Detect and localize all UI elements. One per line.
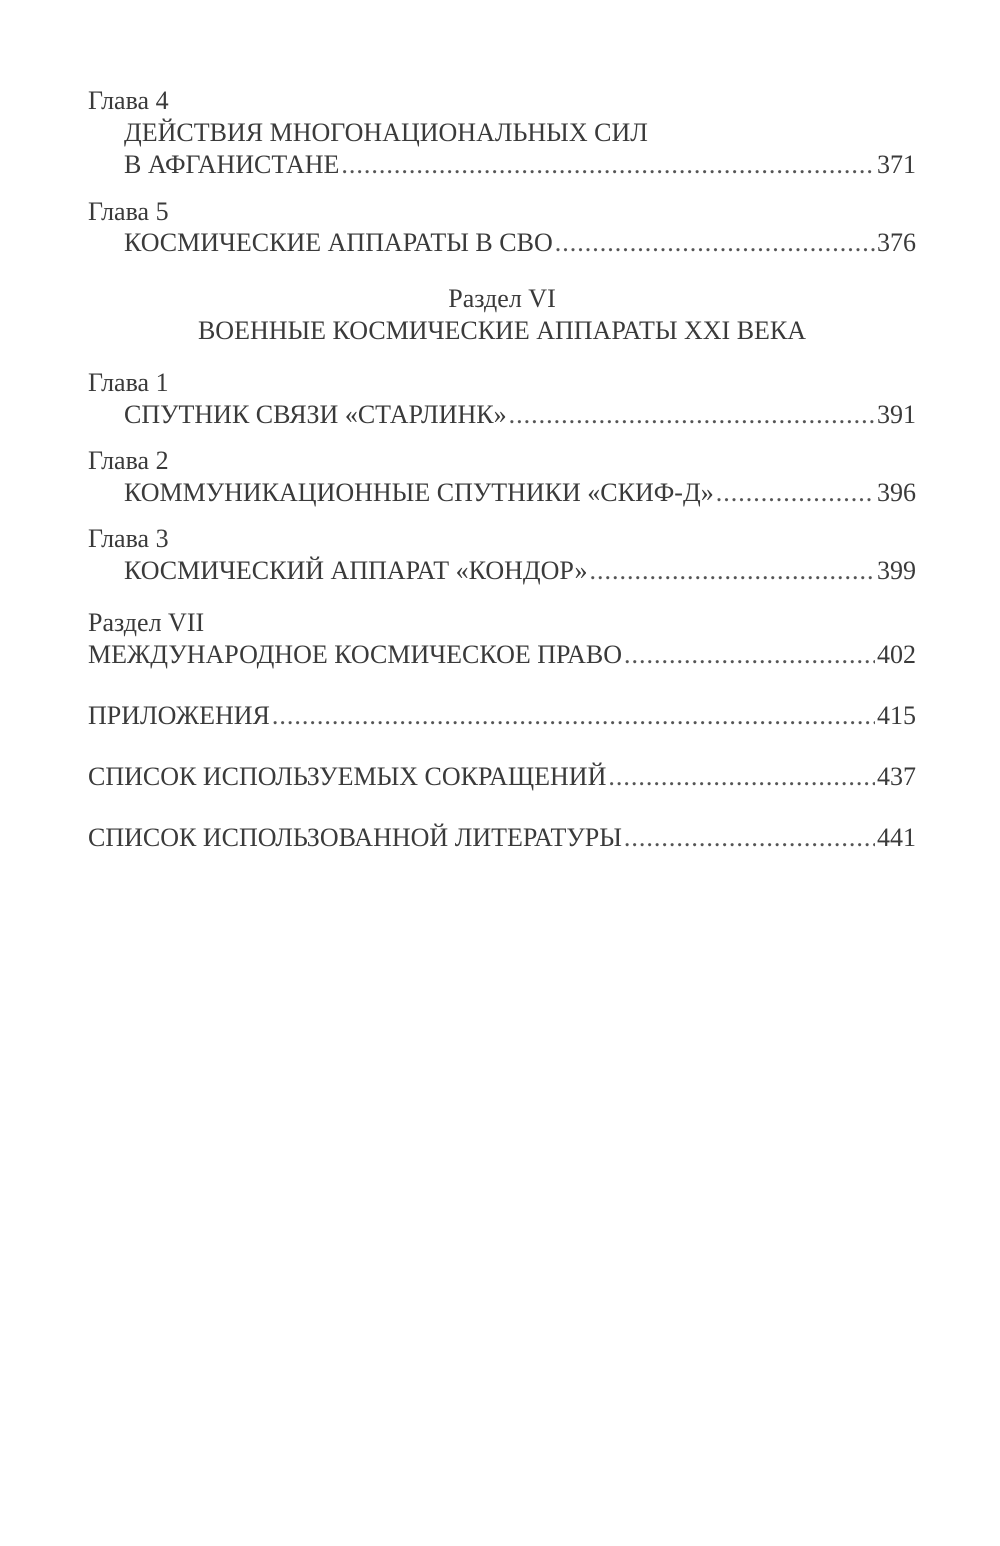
section-label: Раздел VII — [88, 608, 205, 637]
abbreviations-title: СПИСОК ИСПОЛЬЗУЕМЫХ СОКРАЩЕНИЙ — [88, 762, 607, 791]
dot-leader — [341, 150, 875, 180]
chapter-title: КОСМИЧЕСКИЙ АППАРАТ «КОНДОР» — [124, 556, 588, 585]
toc-entry[interactable] — [88, 823, 916, 853]
chapter-title: В АФГАНИСТАНЕ — [124, 150, 340, 179]
dot-leader — [624, 823, 875, 853]
toc-entry[interactable] — [88, 762, 916, 792]
page-number: 371 — [877, 150, 916, 179]
dot-leader — [555, 228, 875, 258]
chapter-label: Глава 3 — [88, 524, 169, 553]
chapter-title: КОММУНИКАЦИОННЫЕ СПУТНИКИ «СКИФ-Д» — [124, 478, 714, 507]
dot-leader — [608, 762, 875, 792]
page-number: 441 — [877, 823, 916, 852]
chapter-label: Глава 2 — [88, 446, 169, 475]
section-title: МЕЖДУНАРОДНОЕ КОСМИЧЕСКОЕ ПРАВО — [88, 640, 623, 669]
chapter-title: ДЕЙСТВИЯ МНОГОНАЦИОНАЛЬНЫХ СИЛ — [124, 118, 648, 147]
page-number: 415 — [877, 701, 916, 730]
page-number: 437 — [877, 762, 916, 791]
dot-leader — [716, 478, 875, 508]
dot-leader — [624, 640, 875, 670]
page-number: 376 — [877, 228, 916, 257]
chapter-label: Глава 1 — [88, 368, 169, 397]
page-number: 399 — [877, 556, 916, 585]
section-title: ВОЕННЫЕ КОСМИЧЕСКИЕ АППАРАТЫ XXI ВЕКА — [197, 316, 807, 345]
chapter-title: КОСМИЧЕСКИЕ АППАРАТЫ В СВО — [124, 228, 553, 257]
bibliography-title: СПИСОК ИСПОЛЬЗОВАННОЙ ЛИТЕРАТУРЫ — [88, 823, 622, 852]
chapter-label: Глава 4 — [88, 86, 169, 115]
toc-entry[interactable] — [124, 400, 916, 430]
page-number: 391 — [877, 400, 916, 429]
page-number: 402 — [877, 640, 916, 669]
toc-entry[interactable] — [124, 478, 916, 508]
chapter-title: СПУТНИК СВЯЗИ «СТАРЛИНК» — [124, 400, 507, 429]
dot-leader — [590, 556, 875, 586]
toc-entry[interactable] — [88, 640, 916, 670]
toc-entry[interactable] — [124, 150, 916, 180]
page-number: 396 — [877, 478, 916, 507]
toc-entry[interactable] — [88, 701, 916, 731]
toc-entry[interactable] — [124, 228, 916, 258]
dot-leader — [509, 400, 875, 430]
chapter-label: Глава 5 — [88, 197, 169, 226]
dot-leader — [272, 701, 875, 731]
section-label: Раздел VI — [448, 284, 556, 313]
toc-entry[interactable] — [124, 556, 916, 586]
appendix-title: ПРИЛОЖЕНИЯ — [88, 701, 270, 730]
